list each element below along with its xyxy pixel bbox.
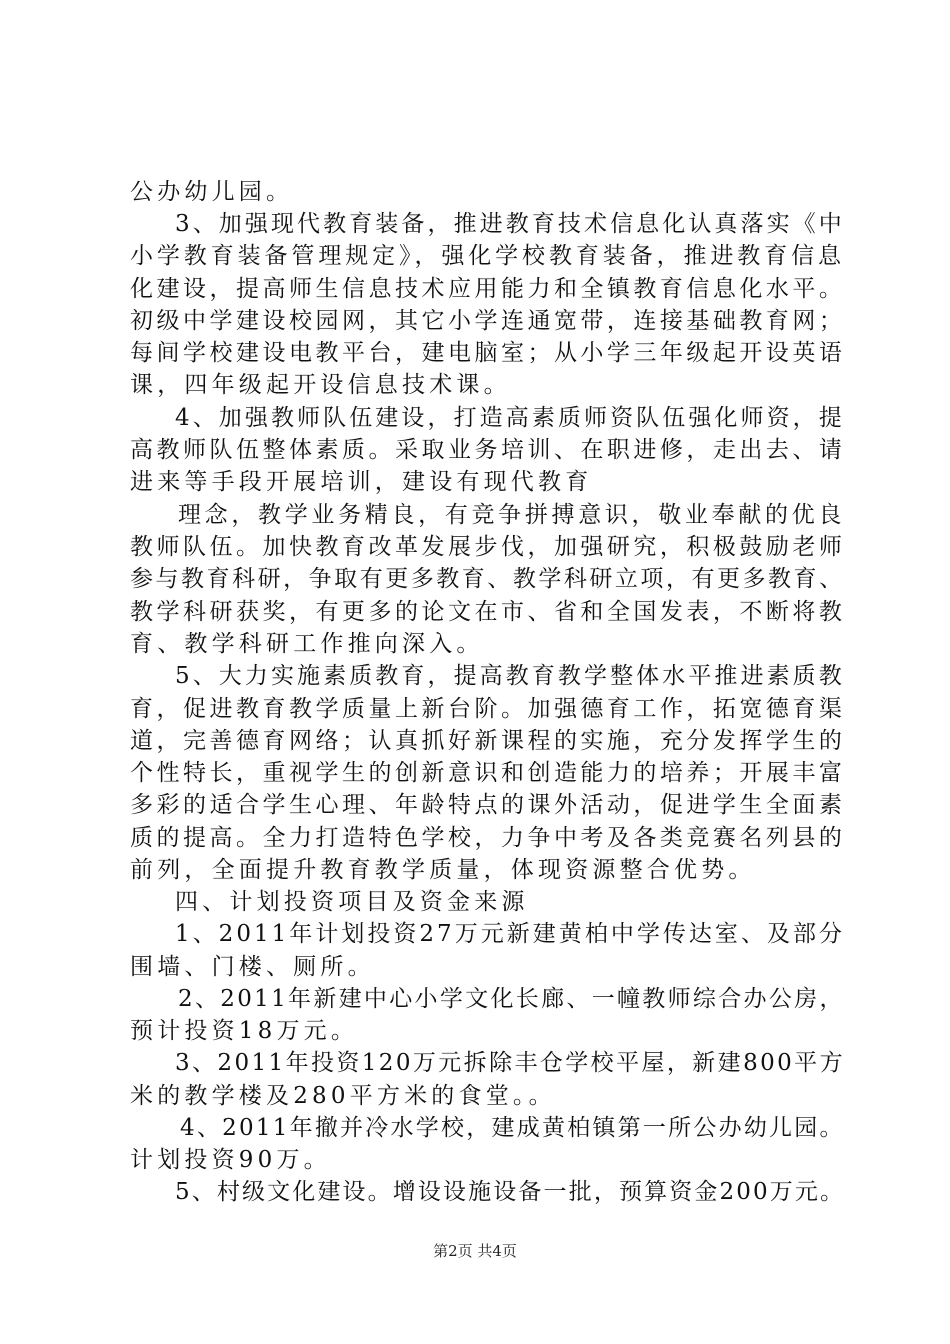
- text-line: 5、大力实施素质教育，提高教育教学整体水平推进素质教: [175, 663, 845, 689]
- text-line: 3、加强现代教育装备，推进教育技术信息化认真落实《中: [175, 211, 845, 237]
- text-line: 四、计划投资项目及资金来源: [175, 889, 529, 915]
- text-line: 小学教育装备管理规定》，强化学校教育装备，推进教育信息: [130, 243, 845, 269]
- text-line: 米的教学楼及280平方米的食堂。。: [130, 1083, 556, 1109]
- text-line: 教学科研获奖，有更多的论文在市、省和全国发表，不断将教: [130, 599, 846, 625]
- text-line: 育、教学科研工作推向深入。: [130, 631, 484, 657]
- text-line: 初级中学建设校园网，其它小学连通宽带，连接基础教育网；: [130, 308, 846, 334]
- text-line: 化建设，提高师生信息技术应用能力和全镇教育信息化水平。: [130, 276, 846, 302]
- text-line: 质的提高。全力打造特色学校，力争中考及各类竞赛名列县的: [130, 825, 846, 851]
- text-line: 计划投资90万。: [130, 1147, 331, 1173]
- text-line: 个性特长，重视学生的创新意识和创造能力的培养；开展丰富: [130, 760, 846, 786]
- text-line: 理念，教学业务精良，有竞争拼搏意识，敬业奉献的优良: [178, 502, 845, 528]
- text-line: 围墙、门楼、厕所。: [130, 954, 375, 980]
- text-line: 多彩的适合学生心理、年龄特点的课外活动，促进学生全面素: [130, 792, 846, 818]
- text-line: 进来等手段开展培训，建设有现代教育: [130, 469, 593, 495]
- page-footer: 第2页 共4页: [433, 1242, 517, 1260]
- text-line: 高教师队伍整体素质。采取业务培训、在职进修，走出去、请: [130, 437, 846, 463]
- text-line: 公办幼儿园。: [130, 179, 294, 205]
- text-line: 参与教育科研，争取有更多教育、教学科研立项，有更多教育、: [130, 566, 845, 592]
- text-line: 预计投资18万元。: [130, 1018, 359, 1044]
- text-line: 1、2011年计划投资27万元新建黄柏中学传达室、及部分: [175, 921, 846, 947]
- text-line: 前列，全面提升教育教学质量，体现资源整合优势。: [130, 857, 756, 883]
- text-line: 每间学校建设电教平台，建电脑室；从小学三年级起开设英语: [130, 340, 846, 366]
- text-line: 3、2011年投资120万元拆除丰仓学校平屋，新建800平方: [175, 1050, 845, 1076]
- text-line: 育，促进教育教学质量上新台阶。加强德育工作，拓宽德育渠: [130, 696, 846, 722]
- text-line: 5、村级文化建设。增设设施设备一批，预算资金200万元。: [175, 1179, 846, 1205]
- text-line: 4、加强教师队伍建设，打造高素质师资队伍强化师资，提: [175, 405, 845, 431]
- text-line: 道，完善德育网络；认真抓好新课程的实施，充分发挥学生的: [130, 728, 846, 754]
- text-line: 课，四年级起开设信息技术课。: [130, 372, 511, 398]
- text-line: 4、2011年撤并冷水学校，建成黄柏镇第一所公办幼儿园。: [180, 1115, 845, 1141]
- text-line: 教师队伍。加快教育改革发展步伐，加强研究，积极鼓励老师: [130, 534, 846, 560]
- text-line: 2、2011年新建中心小学文化长廊、一幢教师综合办公房，: [178, 986, 845, 1012]
